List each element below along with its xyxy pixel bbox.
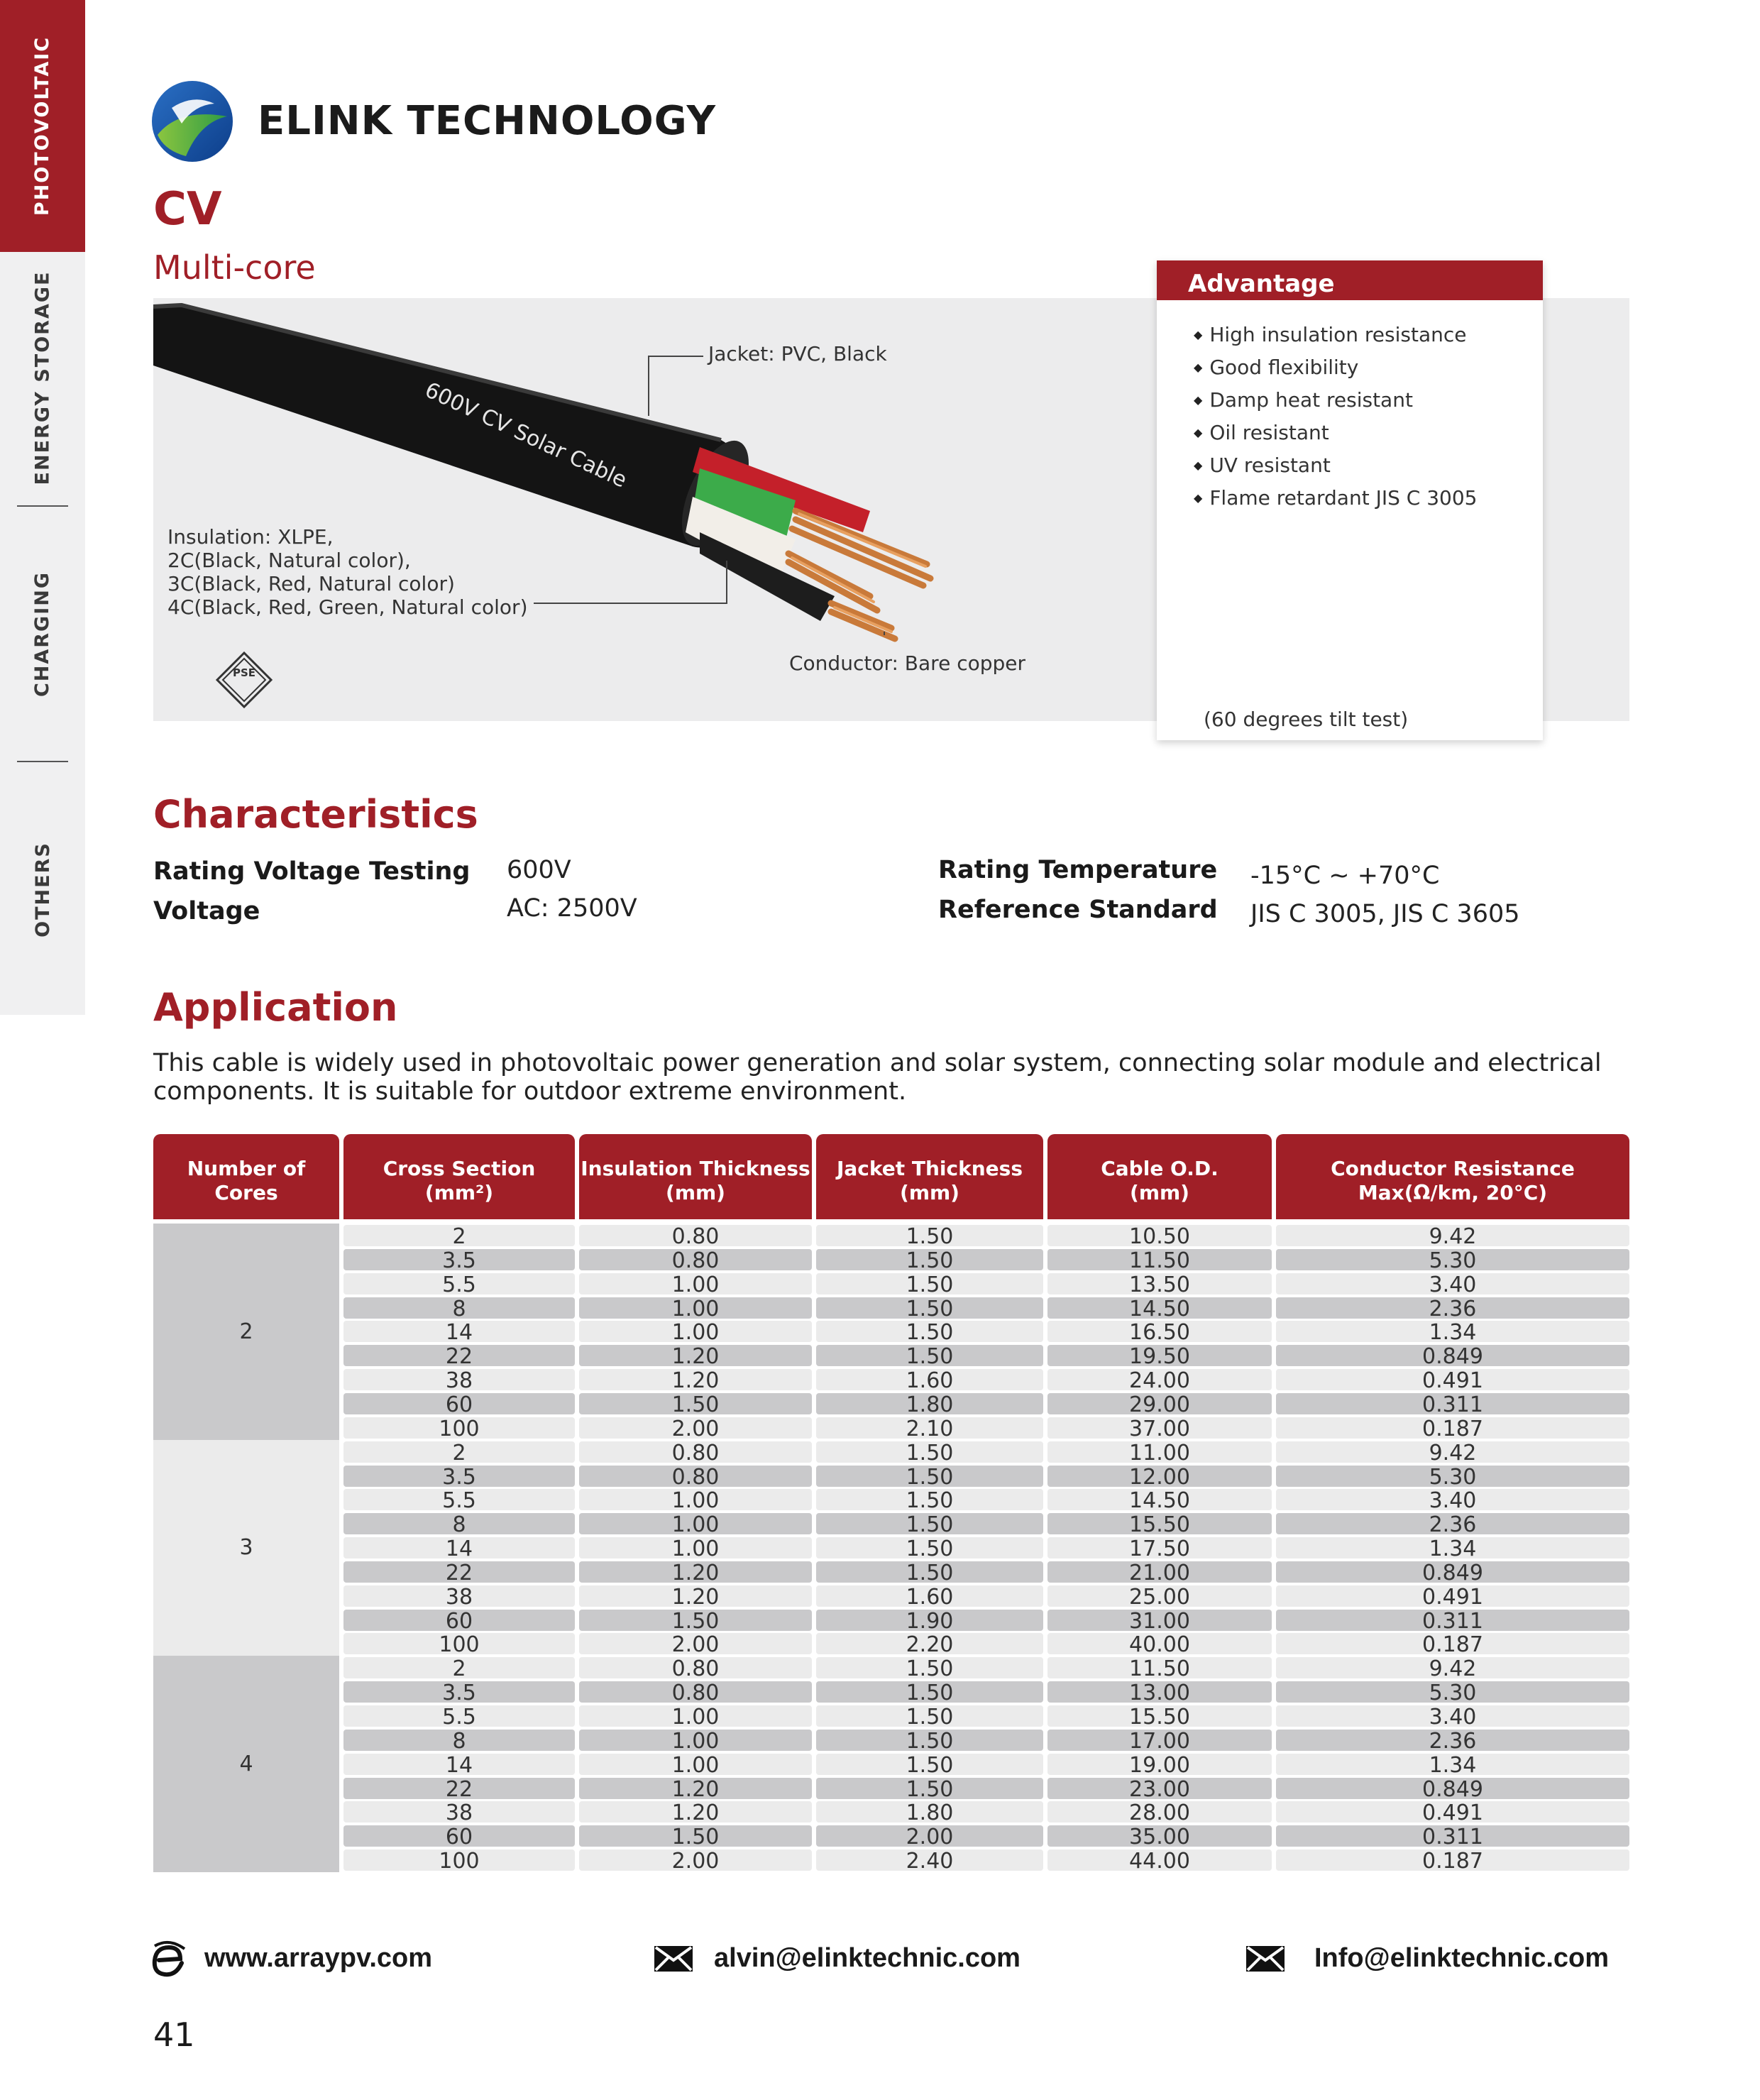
reference-standard-label: Reference Standard <box>938 896 1218 924</box>
side-navigation <box>0 0 85 1015</box>
table-cell: 0.491 <box>1276 1369 1629 1390</box>
table-cell: 23.00 <box>1047 1778 1272 1799</box>
table-cell: 17.00 <box>1047 1730 1272 1751</box>
table-cell: 2 <box>343 1441 575 1463</box>
side-tab-label: ENERGY STORAGE <box>31 270 54 485</box>
reference-standard-value: JIS C 3005, JIS C 3605 <box>1250 900 1520 928</box>
email-info-link[interactable]: Info@elinktechnic.com <box>1314 1943 1610 1973</box>
table-cell: 5.5 <box>343 1273 575 1294</box>
table-cell: 3.40 <box>1276 1489 1629 1510</box>
table-cell: 0.80 <box>579 1225 812 1246</box>
table-cell: 5.5 <box>343 1705 575 1727</box>
table-cell: 5.30 <box>1276 1249 1629 1270</box>
header-line: (mm) <box>900 1181 959 1204</box>
elink-logo-icon <box>150 79 234 163</box>
table-cell: 100 <box>343 1633 575 1654</box>
table-cell: 14 <box>343 1537 575 1558</box>
table-cell: 3.40 <box>1276 1273 1629 1294</box>
column-header-cable-od <box>1047 1134 1272 1219</box>
table-cell: 1.00 <box>579 1537 812 1558</box>
table-cell: 1.50 <box>816 1321 1043 1342</box>
table-cell: 0.491 <box>1276 1585 1629 1607</box>
advantage-list <box>1194 319 1478 515</box>
application-heading: Application <box>153 985 398 1030</box>
column-header-insulation <box>579 1134 812 1219</box>
table-cell: 1.20 <box>579 1561 812 1583</box>
table-cell: 12.00 <box>1047 1466 1272 1487</box>
product-subtitle: Multi-core <box>153 248 316 287</box>
table-cell: 1.20 <box>579 1345 812 1366</box>
table-cell: 100 <box>343 1417 575 1439</box>
table-cell: 0.311 <box>1276 1825 1629 1847</box>
table-cell: 1.34 <box>1276 1754 1629 1775</box>
advantage-item: ◆ UV resistant <box>1194 449 1478 482</box>
rating-temperature-label: Rating Temperature <box>938 856 1218 884</box>
mail-icon <box>1245 1945 1286 1973</box>
table-cell: 14.50 <box>1047 1297 1272 1319</box>
table-cell: 2.00 <box>579 1849 812 1871</box>
table-cell: 0.849 <box>1276 1561 1629 1583</box>
table-cell: 3.5 <box>343 1681 575 1703</box>
table-cell: 19.00 <box>1047 1754 1272 1775</box>
rating-voltage-label: Rating Voltage Testing <box>153 857 471 886</box>
table-cell: 11.50 <box>1047 1249 1272 1270</box>
table-cell: 1.60 <box>816 1585 1043 1607</box>
table-cell: 0.311 <box>1276 1393 1629 1414</box>
side-divider <box>17 505 68 507</box>
table-cell: 1.50 <box>579 1393 812 1414</box>
table-cell: 1.50 <box>816 1705 1043 1727</box>
table-cell: 28.00 <box>1047 1801 1272 1823</box>
table-cell: 1.20 <box>579 1585 812 1607</box>
header-line: (mm) <box>666 1181 725 1204</box>
header-line: Cross Section <box>383 1157 536 1180</box>
cable-print-text: 600V CV Solar Cable <box>421 378 631 493</box>
table-cell: 100 <box>343 1849 575 1871</box>
table-cell: 22 <box>343 1345 575 1366</box>
table-cell: 19.50 <box>1047 1345 1272 1366</box>
table-cell: 8 <box>343 1297 575 1319</box>
cores-cell: 3 <box>153 1440 339 1656</box>
column-header-jacket <box>816 1134 1043 1219</box>
header-line: Cores <box>214 1181 278 1204</box>
table-cell: 2.00 <box>816 1825 1043 1847</box>
table-cell: 1.50 <box>816 1561 1043 1583</box>
table-cell: 5.5 <box>343 1489 575 1510</box>
brand-name: ELINK TECHNOLOGY <box>258 98 716 144</box>
column-header-cores <box>153 1134 339 1219</box>
table-cell: 2.36 <box>1276 1297 1629 1319</box>
mail-icon <box>653 1945 694 1973</box>
table-cell: 15.50 <box>1047 1705 1272 1727</box>
table-cell: 1.50 <box>816 1537 1043 1558</box>
specifications-table <box>153 1134 1629 1874</box>
table-cell: 0.80 <box>579 1249 812 1270</box>
insulation-label <box>167 525 528 619</box>
table-cell: 0.187 <box>1276 1849 1629 1871</box>
table-cell: 1.00 <box>579 1489 812 1510</box>
rating-temperature-value: -15°C ~ +70°C <box>1250 862 1440 890</box>
table-cell: 11.50 <box>1047 1657 1272 1678</box>
table-cell: 38 <box>343 1369 575 1390</box>
table-cell: 14 <box>343 1754 575 1775</box>
header-line: Cable O.D. <box>1101 1157 1219 1180</box>
advantage-item: ◆ Damp heat resistant <box>1194 384 1478 417</box>
column-header-cross-section <box>343 1134 575 1219</box>
table-cell: 1.80 <box>816 1801 1043 1823</box>
table-cell: 2.00 <box>579 1633 812 1654</box>
table-cell: 24.00 <box>1047 1369 1272 1390</box>
product-title: CV <box>153 183 222 236</box>
voltage-label: Voltage <box>153 897 260 925</box>
table-cell: 3.5 <box>343 1249 575 1270</box>
table-cell: 14.50 <box>1047 1489 1272 1510</box>
table-cell: 1.50 <box>816 1681 1043 1703</box>
table-cell: 9.42 <box>1276 1441 1629 1463</box>
table-cell: 38 <box>343 1585 575 1607</box>
table-cell: 1.80 <box>816 1393 1043 1414</box>
table-cell: 1.50 <box>816 1730 1043 1751</box>
header-line: Max(Ω/km, 20°C) <box>1358 1181 1548 1204</box>
table-cell: 2.36 <box>1276 1730 1629 1751</box>
pse-mark-text: PSE <box>233 666 256 679</box>
page-number: 41 <box>153 2016 195 2054</box>
table-cell: 35.00 <box>1047 1825 1272 1847</box>
side-tab-photovoltaic[interactable] <box>0 0 85 252</box>
table-cell: 25.00 <box>1047 1585 1272 1607</box>
web-icon <box>148 1939 189 1980</box>
advantage-box <box>1157 260 1543 740</box>
table-cell: 44.00 <box>1047 1849 1272 1871</box>
header-line: Number of <box>187 1157 306 1180</box>
table-cell: 1.00 <box>579 1297 812 1319</box>
table-cell: 1.50 <box>816 1441 1043 1463</box>
table-cell: 0.187 <box>1276 1417 1629 1439</box>
table-cell: 0.187 <box>1276 1633 1629 1654</box>
table-cell: 11.00 <box>1047 1441 1272 1463</box>
table-cell: 1.00 <box>579 1754 812 1775</box>
table-cell: 2.10 <box>816 1417 1043 1439</box>
table-cell: 2.20 <box>816 1633 1043 1654</box>
table-cell: 2.36 <box>1276 1513 1629 1534</box>
table-cell: 0.491 <box>1276 1801 1629 1823</box>
rating-voltage-value: 600V <box>507 856 571 884</box>
table-cell: 3.40 <box>1276 1705 1629 1727</box>
table-cell: 1.00 <box>579 1730 812 1751</box>
insulation-line: Insulation: XLPE, <box>167 525 334 549</box>
table-cell: 1.50 <box>579 1825 812 1847</box>
table-cell: 0.80 <box>579 1657 812 1678</box>
header-line: Jacket Thickness <box>836 1157 1023 1180</box>
table-cell: 1.50 <box>816 1466 1043 1487</box>
table-cell: 1.90 <box>816 1610 1043 1631</box>
insulation-line: 2C(Black, Natural color), <box>167 549 411 572</box>
table-cell: 1.50 <box>816 1249 1043 1270</box>
application-description: This cable is widely used in photovoltaic power generation and solar system, connecting solar module and electrical components. It is suitable for outdoor extreme environment. <box>153 1049 1602 1106</box>
table-cell: 2 <box>343 1225 575 1246</box>
advantage-item: ◆ Good flexibility <box>1194 351 1478 384</box>
table-cell: 1.50 <box>816 1513 1043 1534</box>
advantage-item: ◆ Oil resistant <box>1194 417 1478 449</box>
table-cell: 1.50 <box>816 1225 1043 1246</box>
table-cell: 1.50 <box>816 1345 1043 1366</box>
table-cell: 13.00 <box>1047 1681 1272 1703</box>
table-cell: 60 <box>343 1825 575 1847</box>
table-cell: 14 <box>343 1321 575 1342</box>
website-link[interactable]: www.arraypv.com <box>204 1943 433 1973</box>
table-cell: 5.30 <box>1276 1681 1629 1703</box>
table-cell: 0.80 <box>579 1441 812 1463</box>
insulation-line: 4C(Black, Red, Green, Natural color) <box>167 595 528 619</box>
jacket-label: Jacket: PVC, Black <box>708 342 887 365</box>
table-cell: 29.00 <box>1047 1393 1272 1414</box>
voltage-value: AC: 2500V <box>507 894 637 923</box>
table-cell: 1.50 <box>816 1273 1043 1294</box>
advantage-title: Advantage <box>1157 260 1543 300</box>
table-cell: 1.20 <box>579 1778 812 1799</box>
table-cell: 1.50 <box>816 1297 1043 1319</box>
table-cell: 1.34 <box>1276 1537 1629 1558</box>
advantage-note: (60 degrees tilt test) <box>1204 708 1409 731</box>
side-tab-label: PHOTOVOLTAIC <box>31 35 54 216</box>
table-cell: 3.5 <box>343 1466 575 1487</box>
advantage-item: ◆ Flame retardant JIS C 3005 <box>1194 482 1478 515</box>
characteristics-heading: Characteristics <box>153 792 478 837</box>
side-tab-others[interactable] <box>0 764 85 1015</box>
table-cell: 0.849 <box>1276 1345 1629 1366</box>
table-cell: 0.80 <box>579 1681 812 1703</box>
table-cell: 16.50 <box>1047 1321 1272 1342</box>
table-cell: 2.40 <box>816 1849 1043 1871</box>
table-cell: 1.20 <box>579 1369 812 1390</box>
email-alvin-link[interactable]: alvin@elinktechnic.com <box>714 1943 1021 1973</box>
table-cell: 1.50 <box>816 1657 1043 1678</box>
table-cell: 37.00 <box>1047 1417 1272 1439</box>
header-line: Insulation Thickness <box>581 1157 810 1180</box>
table-cell: 22 <box>343 1561 575 1583</box>
advantage-item: ◆ High insulation resistance <box>1194 319 1478 351</box>
table-cell: 1.34 <box>1276 1321 1629 1342</box>
side-tab-label: CHARGING <box>31 571 54 698</box>
table-cell: 60 <box>343 1610 575 1631</box>
side-tab-charging[interactable] <box>0 508 85 760</box>
table-cell: 60 <box>343 1393 575 1414</box>
side-tab-label: OTHERS <box>31 841 54 938</box>
table-cell: 38 <box>343 1801 575 1823</box>
table-cell: 22 <box>343 1778 575 1799</box>
table-cell: 8 <box>343 1730 575 1751</box>
table-cell: 1.50 <box>579 1610 812 1631</box>
pse-mark-icon <box>217 653 271 707</box>
side-tab-energy-storage[interactable] <box>0 252 85 504</box>
table-cell: 13.50 <box>1047 1273 1272 1294</box>
table-cell: 1.50 <box>816 1489 1043 1510</box>
table-cell: 0.311 <box>1276 1610 1629 1631</box>
table-cell: 1.50 <box>816 1754 1043 1775</box>
table-cell: 10.50 <box>1047 1225 1272 1246</box>
table-cell: 1.00 <box>579 1273 812 1294</box>
header-line: Conductor Resistance <box>1331 1157 1575 1180</box>
table-cell: 2 <box>343 1657 575 1678</box>
table-cell: 1.00 <box>579 1705 812 1727</box>
table-cell: 1.60 <box>816 1369 1043 1390</box>
table-cell: 40.00 <box>1047 1633 1272 1654</box>
table-cell: 2.00 <box>579 1417 812 1439</box>
table-cell: 17.50 <box>1047 1537 1272 1558</box>
table-cell: 0.80 <box>579 1466 812 1487</box>
conductor-label: Conductor: Bare copper <box>789 652 1026 675</box>
table-cell: 0.849 <box>1276 1778 1629 1799</box>
cores-cell: 2 <box>153 1224 339 1440</box>
table-cell: 5.30 <box>1276 1466 1629 1487</box>
cores-cell: 4 <box>153 1656 339 1872</box>
header-line: (mm) <box>1130 1181 1189 1204</box>
table-cell: 15.50 <box>1047 1513 1272 1534</box>
table-cell: 8 <box>343 1513 575 1534</box>
side-divider <box>17 761 68 762</box>
insulation-line: 3C(Black, Red, Natural color) <box>167 572 455 595</box>
header-line: (mm²) <box>424 1181 494 1204</box>
table-cell: 1.50 <box>816 1778 1043 1799</box>
table-cell: 1.00 <box>579 1321 812 1342</box>
column-header-resistance <box>1276 1134 1629 1219</box>
table-cell: 1.20 <box>579 1801 812 1823</box>
table-cell: 1.00 <box>579 1513 812 1534</box>
table-cell: 9.42 <box>1276 1225 1629 1246</box>
table-cell: 21.00 <box>1047 1561 1272 1583</box>
table-cell: 31.00 <box>1047 1610 1272 1631</box>
table-cell: 9.42 <box>1276 1657 1629 1678</box>
